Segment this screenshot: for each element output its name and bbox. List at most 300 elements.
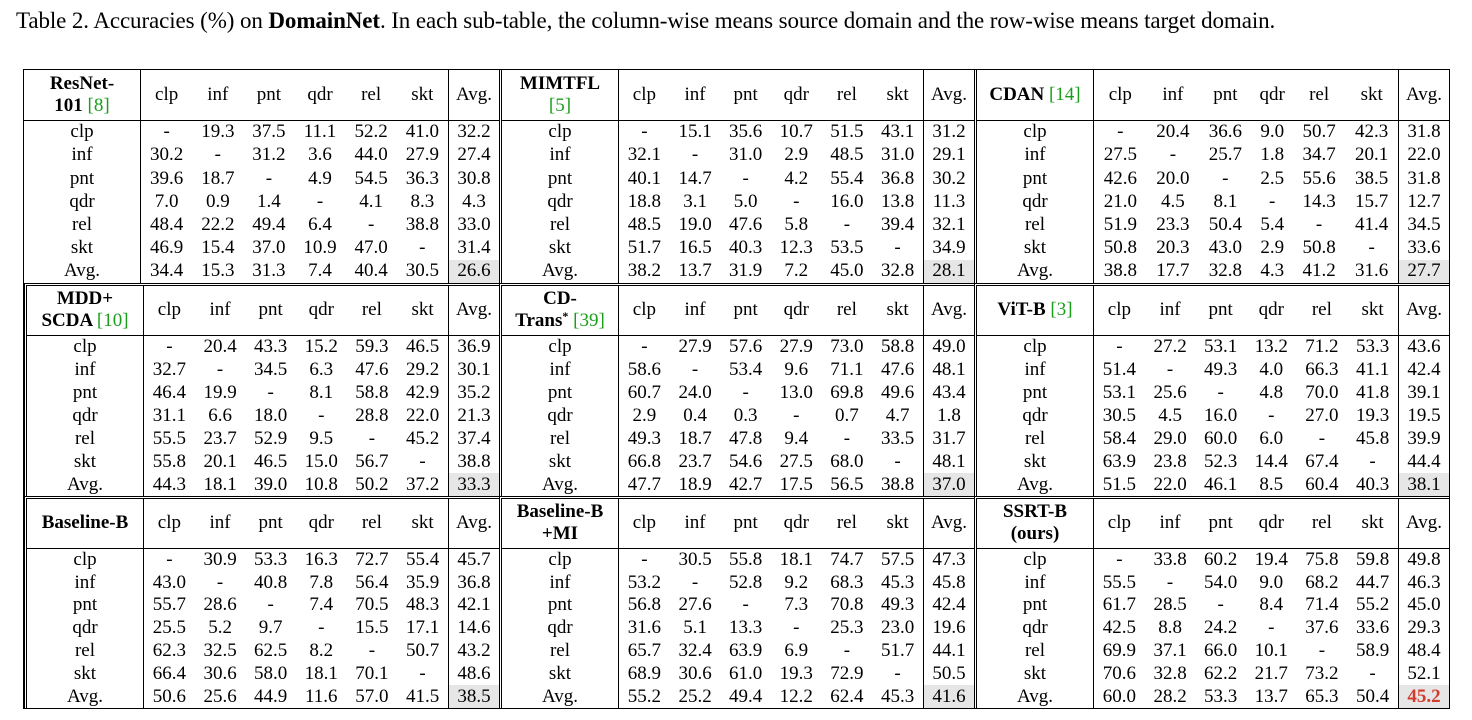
accuracy-cell: 57.6 bbox=[729, 336, 763, 358]
results-table bbox=[977, 499, 1449, 708]
accuracy-cell: 41.5 bbox=[405, 685, 440, 707]
accuracy-cell: 0.9 bbox=[205, 190, 230, 212]
column-header: skt bbox=[397, 499, 448, 548]
accuracy-cell: 48.3 bbox=[405, 594, 440, 616]
table-row bbox=[24, 167, 499, 190]
row-label: Avg. bbox=[502, 473, 619, 496]
accuracy-cell: 43.6 bbox=[1399, 335, 1450, 358]
accuracy-cell: 10.7 bbox=[779, 121, 813, 143]
accuracy-cell: 50.6 bbox=[152, 685, 187, 707]
column-header: pnt bbox=[1195, 286, 1246, 335]
accuracy-cell: 68.0 bbox=[830, 450, 864, 472]
accuracy-cell: 33.0 bbox=[449, 213, 500, 236]
table-row bbox=[977, 427, 1449, 450]
caption-bold: DomainNet bbox=[268, 8, 380, 33]
accuracy-cell: 48.6 bbox=[449, 662, 500, 685]
accuracy-cell: - bbox=[691, 359, 699, 381]
accuracy-cell: 31.8 bbox=[1399, 167, 1450, 190]
citation-link[interactable]: [14] bbox=[1048, 83, 1081, 105]
accuracy-cell: - bbox=[1318, 427, 1326, 449]
column-header: qdr bbox=[296, 286, 347, 335]
accuracy-cell: 8.4 bbox=[1259, 594, 1284, 616]
accuracy-cell: 35.9 bbox=[405, 571, 440, 593]
accuracy-cell: 48.4 bbox=[1399, 640, 1450, 663]
method-name bbox=[27, 286, 144, 335]
accuracy-cell: - bbox=[641, 336, 648, 358]
accuracy-cell: 13.2 bbox=[1254, 336, 1288, 358]
accuracy-cell: 15.0 bbox=[304, 450, 338, 472]
column-header: skt bbox=[872, 499, 923, 548]
accuracy-cell: 14.4 bbox=[1254, 450, 1288, 472]
accuracy-cell: - bbox=[742, 167, 749, 189]
column-header: rel bbox=[822, 499, 873, 548]
accuracy-cell: 16.0 bbox=[1204, 404, 1238, 426]
header-row bbox=[502, 70, 974, 120]
accuracy-cell: 5.2 bbox=[208, 617, 232, 639]
accuracy-cell: 24.0 bbox=[678, 382, 712, 403]
table-row bbox=[502, 685, 974, 708]
accuracy-cell: 55.5 bbox=[152, 427, 187, 449]
accuracy-cell: 70.5 bbox=[355, 594, 389, 616]
method-line1: Baseline-B bbox=[516, 501, 604, 523]
accuracy-cell: 55.6 bbox=[1302, 167, 1336, 189]
accuracy-cell: 31.8 bbox=[1399, 120, 1450, 144]
accuracy-cell: - bbox=[216, 359, 224, 381]
table-row bbox=[502, 260, 974, 283]
table-row bbox=[502, 190, 974, 213]
accuracy-cell: 46.9 bbox=[150, 237, 184, 259]
header-row bbox=[502, 499, 974, 548]
accuracy-cell: 18.0 bbox=[254, 404, 288, 426]
accuracy-cell: 37.2 bbox=[405, 473, 440, 495]
accuracy-cell: - bbox=[1222, 167, 1229, 189]
column-header: rel bbox=[822, 70, 873, 120]
accuracy-cell: 20.4 bbox=[203, 336, 237, 358]
accuracy-cell: 7.4 bbox=[308, 260, 332, 282]
accuracy-cell: - bbox=[1166, 359, 1174, 381]
column-header: skt bbox=[1345, 70, 1398, 120]
accuracy-cell: 42.5 bbox=[1102, 617, 1137, 639]
column-header: rel bbox=[1297, 499, 1348, 548]
citation-link[interactable]: [8] bbox=[87, 94, 110, 116]
accuracy-cell: 15.5 bbox=[355, 617, 389, 639]
accuracy-cell: 72.9 bbox=[830, 662, 864, 684]
row-label: qdr bbox=[502, 617, 619, 640]
row-label: Avg. bbox=[502, 260, 619, 283]
accuracy-cell: 60.7 bbox=[627, 382, 662, 403]
header-row bbox=[977, 70, 1449, 120]
accuracy-cell: 44.1 bbox=[924, 640, 975, 663]
table-row bbox=[502, 548, 974, 571]
accuracy-cell: 4.7 bbox=[885, 404, 910, 426]
accuracy-cell: 69.8 bbox=[830, 382, 864, 403]
accuracy-cell: - bbox=[793, 190, 800, 212]
accuracy-cell: 4.3 bbox=[449, 190, 500, 213]
row-label: pnt bbox=[977, 594, 1094, 617]
accuracy-cell: 18.1 bbox=[779, 548, 813, 570]
accuracy-cell: 71.1 bbox=[830, 359, 864, 381]
row-label: Avg. bbox=[977, 473, 1094, 496]
table-row bbox=[502, 473, 974, 496]
column-header: clp bbox=[1094, 70, 1147, 120]
accuracy-cell: - bbox=[1217, 594, 1224, 616]
table-row bbox=[977, 594, 1449, 617]
accuracy-cell: - bbox=[166, 336, 173, 358]
method-line1: CD- bbox=[543, 288, 577, 310]
column-header: qdr bbox=[1246, 499, 1297, 548]
accuracy-cell: - bbox=[742, 594, 749, 616]
accuracy-cell: 40.3 bbox=[1355, 473, 1390, 495]
accuracy-cell: 60.0 bbox=[1204, 427, 1238, 449]
column-header: skt bbox=[397, 286, 448, 335]
column-header: clp bbox=[1094, 286, 1145, 335]
accuracy-cell: 72.7 bbox=[355, 548, 389, 570]
accuracy-cell: 31.1 bbox=[152, 404, 187, 426]
column-header: rel bbox=[347, 286, 398, 335]
row-label: rel bbox=[502, 640, 619, 663]
method-name bbox=[502, 499, 619, 548]
accuracy-cell: 31.6 bbox=[1355, 260, 1389, 282]
accuracy-cell: 44.3 bbox=[152, 473, 187, 495]
accuracy-cell: 43.0 bbox=[1208, 237, 1242, 259]
citation-link[interactable]: [3] bbox=[1050, 299, 1073, 321]
accuracy-cell: 71.2 bbox=[1305, 336, 1339, 358]
column-header: clp bbox=[619, 286, 670, 335]
column-header: clp bbox=[619, 499, 670, 548]
accuracy-cell: - bbox=[163, 121, 170, 143]
accuracy-cell: 62.5 bbox=[254, 640, 288, 662]
accuracy-cell: - bbox=[267, 594, 274, 616]
table-row bbox=[27, 640, 499, 663]
accuracy-cell: 44.9 bbox=[254, 685, 288, 707]
accuracy-cell: 63.9 bbox=[1102, 450, 1137, 472]
citation-link[interactable]: [5] bbox=[548, 94, 572, 116]
column-header: qdr bbox=[771, 499, 822, 548]
accuracy-cell: 50.5 bbox=[924, 662, 975, 685]
accuracy-cell: 22.0 bbox=[1399, 144, 1450, 167]
accuracy-cell: 30.2 bbox=[150, 144, 184, 166]
accuracy-cell: 13.7 bbox=[678, 260, 712, 282]
sub-table-1 bbox=[24, 70, 499, 283]
table-row bbox=[502, 382, 974, 405]
accuracy-cell: 28.5 bbox=[1153, 594, 1187, 616]
accuracy-cell: 45.8 bbox=[924, 571, 975, 594]
table-row bbox=[977, 237, 1449, 260]
accuracy-cell: 49.6 bbox=[880, 382, 915, 403]
accuracy-cell: 53.2 bbox=[627, 571, 662, 593]
sub-table-4 bbox=[24, 283, 499, 496]
accuracy-cell: 6.0 bbox=[1259, 427, 1284, 449]
accuracy-cell: 41.6 bbox=[924, 685, 975, 708]
accuracy-cell: 43.3 bbox=[254, 336, 288, 358]
column-header: inf bbox=[1145, 499, 1196, 548]
accuracy-cell: 26.6 bbox=[449, 260, 500, 283]
accuracy-cell: 53.3 bbox=[254, 548, 288, 570]
row-label: clp bbox=[502, 335, 619, 358]
accuracy-cell: 53.4 bbox=[729, 359, 763, 381]
accuracy-cell: - bbox=[1368, 237, 1375, 259]
accuracy-cell: 31.9 bbox=[729, 260, 763, 282]
table-row bbox=[24, 144, 499, 167]
column-header: pnt bbox=[720, 70, 771, 120]
header-row bbox=[27, 499, 499, 548]
method-line1: CDAN bbox=[989, 83, 1045, 105]
column-header: pnt bbox=[243, 70, 294, 120]
accuracy-cell: 65.3 bbox=[1305, 685, 1339, 707]
citation-link[interactable]: [10] bbox=[96, 310, 129, 332]
accuracy-cell: 45.7 bbox=[449, 548, 500, 571]
accuracy-cell: 70.6 bbox=[1102, 662, 1137, 684]
header-row bbox=[977, 499, 1449, 548]
accuracy-cell: 13.8 bbox=[880, 190, 915, 212]
accuracy-cell: 17.7 bbox=[1156, 260, 1190, 282]
accuracy-cell: - bbox=[641, 121, 648, 143]
accuracy-cell: - bbox=[843, 213, 851, 235]
table-row bbox=[977, 640, 1449, 663]
row-label: rel bbox=[977, 213, 1094, 236]
accuracy-cell: 19.5 bbox=[1399, 404, 1450, 427]
accuracy-cell: 41.0 bbox=[405, 121, 439, 143]
accuracy-cell: 49.0 bbox=[924, 335, 975, 358]
table-row bbox=[977, 213, 1449, 236]
sub-table-9 bbox=[974, 496, 1449, 708]
accuracy-cell: 9.0 bbox=[1259, 571, 1284, 593]
accuracy-cell: 18.7 bbox=[201, 167, 235, 189]
accuracy-cell: 52.1 bbox=[1399, 662, 1450, 685]
accuracy-cell: 54.5 bbox=[354, 167, 388, 189]
column-header: Avg. bbox=[1399, 70, 1450, 120]
accuracy-cell: 9.6 bbox=[784, 359, 809, 381]
row-label: skt bbox=[977, 237, 1094, 260]
accuracy-cell: 49.3 bbox=[627, 427, 662, 449]
accuracy-cell: 38.1 bbox=[1399, 473, 1450, 496]
accuracy-cell: 43.4 bbox=[924, 382, 975, 405]
accuracy-cell: 48.5 bbox=[830, 144, 864, 166]
accuracy-cell: 22.0 bbox=[1153, 473, 1187, 495]
accuracy-cell: 7.4 bbox=[309, 594, 334, 616]
accuracy-cell: 36.9 bbox=[449, 335, 500, 358]
accuracy-cell: 47.6 bbox=[880, 359, 915, 381]
accuracy-cell: 14.7 bbox=[678, 167, 712, 189]
accuracy-cell: 60.2 bbox=[1204, 548, 1238, 570]
table-row bbox=[502, 359, 974, 382]
accuracy-cell: 42.9 bbox=[405, 382, 440, 403]
accuracy-cell: 31.6 bbox=[627, 617, 662, 639]
accuracy-cell: 37.1 bbox=[1153, 640, 1187, 662]
method-line2: SCDA bbox=[41, 310, 93, 332]
accuracy-cell: 33.5 bbox=[880, 427, 915, 449]
row-label: qdr bbox=[502, 190, 619, 213]
table-row bbox=[502, 571, 974, 594]
table-row bbox=[977, 120, 1449, 144]
column-header: skt bbox=[1347, 499, 1398, 548]
accuracy-cell: - bbox=[419, 662, 426, 684]
accuracy-cell: 58.8 bbox=[880, 336, 915, 358]
sub-table-3 bbox=[974, 70, 1449, 283]
accuracy-cell: 33.6 bbox=[1399, 237, 1450, 260]
accuracy-cell: 45.3 bbox=[880, 571, 915, 593]
table-row bbox=[27, 685, 499, 708]
accuracy-cell: 44.7 bbox=[1355, 571, 1390, 593]
accuracy-cell: 4.0 bbox=[1259, 359, 1284, 381]
row-label: qdr bbox=[27, 404, 144, 427]
accuracy-cell: 15.4 bbox=[201, 237, 235, 259]
table-row bbox=[502, 213, 974, 236]
caption-prefix: Table 2. Accuracies (%) on bbox=[16, 8, 269, 33]
accuracy-cell: - bbox=[894, 662, 901, 684]
column-header: qdr bbox=[771, 286, 822, 335]
accuracy-cell: - bbox=[843, 427, 851, 449]
accuracy-cell: 51.7 bbox=[880, 640, 915, 662]
accuracy-cell: 11.1 bbox=[303, 121, 337, 143]
accuracy-cell: 4.8 bbox=[1259, 382, 1284, 403]
accuracy-cell: - bbox=[894, 237, 901, 259]
accuracy-cell: - bbox=[1217, 382, 1224, 403]
accuracy-cell: 42.7 bbox=[729, 473, 763, 495]
column-header: inf bbox=[670, 286, 721, 335]
row-label: pnt bbox=[977, 382, 1094, 405]
accuracy-cell: 7.0 bbox=[154, 190, 179, 212]
accuracy-cell: 45.2 bbox=[1399, 685, 1450, 708]
accuracy-cell: 30.8 bbox=[449, 167, 500, 190]
accuracy-cell: 22.0 bbox=[405, 404, 440, 426]
column-header: pnt bbox=[720, 286, 771, 335]
accuracy-cell: 7.2 bbox=[784, 260, 809, 282]
row-label: inf bbox=[502, 571, 619, 594]
results-table bbox=[27, 499, 499, 708]
accuracy-cell: 16.0 bbox=[830, 190, 864, 212]
accuracy-cell: 66.0 bbox=[1204, 640, 1238, 662]
citation-link[interactable]: [39] bbox=[573, 310, 605, 332]
accuracy-cell: 41.8 bbox=[1355, 382, 1390, 403]
column-header: rel bbox=[347, 499, 398, 548]
accuracy-cell: 31.4 bbox=[449, 237, 500, 260]
table-row bbox=[24, 213, 499, 236]
row-label: rel bbox=[502, 213, 619, 236]
accuracy-cell: 9.4 bbox=[784, 427, 809, 449]
accuracy-cell: 30.5 bbox=[405, 260, 439, 282]
accuracy-cell: 21.7 bbox=[1254, 662, 1288, 684]
accuracy-cell: 55.2 bbox=[1355, 594, 1390, 616]
accuracy-cell: 45.2 bbox=[405, 427, 440, 449]
row-label: pnt bbox=[24, 167, 141, 190]
table-row bbox=[27, 382, 499, 405]
accuracy-cell: 53.3 bbox=[1355, 336, 1390, 358]
sub-table-6 bbox=[974, 283, 1449, 496]
row-label: skt bbox=[502, 662, 619, 685]
table-row bbox=[502, 144, 974, 167]
row-label: rel bbox=[977, 427, 1094, 450]
accuracy-cell: - bbox=[894, 450, 901, 472]
table-row bbox=[27, 404, 499, 427]
accuracy-cell: - bbox=[214, 144, 221, 166]
accuracy-cell: 23.3 bbox=[1156, 213, 1190, 235]
row-label: pnt bbox=[27, 382, 144, 405]
row-label: clp bbox=[977, 120, 1094, 144]
accuracy-cell: 0.3 bbox=[733, 404, 758, 426]
accuracy-cell: 11.3 bbox=[924, 190, 975, 213]
row-label: skt bbox=[24, 237, 141, 260]
row-label: clp bbox=[502, 120, 619, 144]
accuracy-cell: 16.3 bbox=[304, 548, 338, 570]
row-label: pnt bbox=[977, 167, 1094, 190]
accuracy-cell: 39.4 bbox=[880, 213, 915, 235]
accuracy-cell: 37.0 bbox=[924, 473, 975, 496]
accuracy-cell: 47.6 bbox=[729, 213, 763, 235]
accuracy-cell: 42.6 bbox=[1103, 167, 1137, 189]
accuracy-cell: 25.7 bbox=[1208, 144, 1242, 166]
table-row bbox=[977, 359, 1449, 382]
table-row bbox=[977, 662, 1449, 685]
accuracy-cell: 32.5 bbox=[203, 640, 237, 662]
method-name bbox=[977, 499, 1094, 548]
method-name bbox=[502, 286, 619, 335]
accuracy-cell: 18.9 bbox=[678, 473, 712, 495]
accuracy-cell: 35.6 bbox=[729, 121, 763, 143]
accuracy-cell: 58.8 bbox=[355, 382, 389, 403]
accuracy-cell: - bbox=[793, 404, 800, 426]
accuracy-cell: 8.3 bbox=[410, 190, 435, 212]
accuracy-cell: 59.3 bbox=[355, 336, 389, 358]
accuracy-cell: 9.2 bbox=[784, 571, 809, 593]
accuracy-cell: 57.5 bbox=[880, 548, 915, 570]
accuracy-cell: 8.5 bbox=[1259, 473, 1284, 495]
table-row bbox=[27, 335, 499, 358]
accuracy-cell: 7.8 bbox=[309, 571, 334, 593]
row-label: inf bbox=[24, 144, 141, 167]
accuracy-cell: 61.7 bbox=[1102, 594, 1137, 616]
method-name bbox=[502, 70, 619, 120]
accuracy-cell: 50.7 bbox=[1302, 121, 1336, 143]
accuracy-cell: 23.8 bbox=[1153, 450, 1187, 472]
accuracy-cell: 38.8 bbox=[405, 213, 439, 235]
row-label: qdr bbox=[27, 617, 144, 640]
accuracy-cell: - bbox=[166, 548, 173, 570]
column-header: qdr bbox=[771, 70, 822, 120]
table-row bbox=[977, 382, 1449, 405]
table-row bbox=[502, 167, 974, 190]
accuracy-cell: 48.4 bbox=[150, 213, 184, 235]
accuracy-cell: 29.0 bbox=[1153, 427, 1187, 449]
accuracy-cell: - bbox=[691, 144, 699, 166]
header-row bbox=[502, 286, 974, 335]
column-header: Avg. bbox=[449, 499, 500, 548]
accuracy-cell: - bbox=[419, 237, 426, 259]
accuracy-cell: 51.5 bbox=[830, 121, 864, 143]
method-line2: +MI bbox=[541, 523, 579, 545]
accuracy-cell: 68.3 bbox=[830, 571, 864, 593]
accuracy-cell: 30.5 bbox=[678, 548, 712, 570]
accuracy-cell: 32.7 bbox=[152, 359, 187, 381]
accuracy-cell: 36.6 bbox=[1208, 121, 1242, 143]
accuracy-cell: 10.8 bbox=[304, 473, 338, 495]
accuracy-cell: 75.8 bbox=[1305, 548, 1339, 570]
method-line1: MDD+ bbox=[56, 288, 114, 310]
column-header: rel bbox=[1297, 286, 1348, 335]
accuracy-cell: 40.3 bbox=[729, 237, 763, 259]
accuracy-cell: - bbox=[265, 167, 273, 189]
table-row bbox=[502, 427, 974, 450]
accuracy-cell: 8.1 bbox=[1213, 190, 1238, 212]
accuracy-cell: - bbox=[1166, 571, 1174, 593]
accuracy-cell: 33.6 bbox=[1355, 617, 1390, 639]
table-row bbox=[502, 237, 974, 260]
accuracy-cell: 47.7 bbox=[627, 473, 662, 495]
accuracy-cell: 27.9 bbox=[678, 336, 712, 358]
accuracy-cell: 1.8 bbox=[924, 404, 975, 427]
accuracy-cell: 32.8 bbox=[1153, 662, 1187, 684]
accuracy-cell: 73.2 bbox=[1305, 662, 1339, 684]
